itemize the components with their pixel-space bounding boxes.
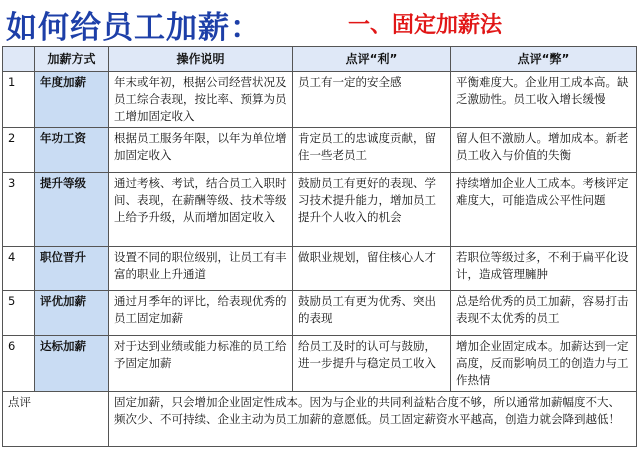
row-description: 年末或年初，根据公司经营状况及员工综合表现，按比率、预算为员工增加固定收入 bbox=[109, 72, 293, 128]
table-row bbox=[3, 128, 637, 173]
section-title: 一、固定加薪法 bbox=[348, 13, 503, 38]
row-pros: 鼓励员工有更好的表现、学习技术提升能力，增加员工提升个人收入的机会 bbox=[293, 173, 451, 247]
table-header-row bbox=[3, 47, 637, 72]
table-row bbox=[3, 336, 637, 392]
table-row bbox=[3, 247, 637, 291]
row-method: 年功工资 bbox=[35, 128, 109, 173]
row-cons: 平衡难度大。企业用工成本高。缺乏激励性。员工收入增长缓慢 bbox=[451, 72, 637, 128]
table-row bbox=[3, 173, 637, 247]
row-cons: 若职位等级过多，不利于扁平化设计，造成管理臃肿 bbox=[451, 247, 637, 291]
row-index: 2 bbox=[3, 128, 35, 173]
row-description: 对于达到业绩或能力标准的员工给予固定加薪 bbox=[109, 336, 293, 392]
summary-row bbox=[3, 392, 637, 447]
row-pros: 肯定员工的忠诚度贡献，留住一些老员工 bbox=[293, 128, 451, 173]
row-cons: 总是给优秀的员工加薪，容易打击表现不太优秀的员工 bbox=[451, 291, 637, 336]
row-cons: 持续增加企业人工成本。考核评定难度大，可能造成公平性问题 bbox=[451, 173, 637, 247]
row-description: 通过考核、考试，结合员工入职时间、表现，在薪酬等级、技术等级上给予升级，从而增加固定收入 bbox=[109, 173, 293, 247]
header-cons: 点评“弊” bbox=[451, 47, 637, 72]
row-pros: 员工有一定的安全感 bbox=[293, 72, 451, 128]
row-pros: 做职业规划，留住核心人才 bbox=[293, 247, 451, 291]
page-title: 如何给员工加薪： bbox=[6, 10, 262, 46]
row-index: 6 bbox=[3, 336, 35, 392]
row-method: 年度加薪 bbox=[35, 72, 109, 128]
row-index: 5 bbox=[3, 291, 35, 336]
row-index: 3 bbox=[3, 173, 35, 247]
header-description: 操作说明 bbox=[109, 47, 293, 72]
row-index: 1 bbox=[3, 72, 35, 128]
table-row bbox=[3, 72, 637, 128]
header-method: 加薪方式 bbox=[35, 47, 109, 72]
summary-text: 固定加薪，只会增加企业固定性成本。因为与企业的共同利益粘合度不够，所以通常加薪幅度不大、频次少、不可持续、企业主动为员工加薪的意愿低。员工固定薪资水平越高，创造力就会降到越低！ bbox=[109, 392, 637, 447]
row-pros: 给员工及时的认可与鼓励，进一步提升与稳定员工收入 bbox=[293, 336, 451, 392]
row-pros: 鼓励员工有更为优秀、突出的表现 bbox=[293, 291, 451, 336]
header-pros: 点评“利” bbox=[293, 47, 451, 72]
row-description: 设置不同的职位级别，让员工有丰富的职业上升通道 bbox=[109, 247, 293, 291]
row-method: 职位晋升 bbox=[35, 247, 109, 291]
row-description: 根据员工服务年限，以年为单位增加固定收入 bbox=[109, 128, 293, 173]
header-index bbox=[3, 47, 35, 72]
row-index: 4 bbox=[3, 247, 35, 291]
summary-label: 点评 bbox=[3, 392, 109, 447]
salary-table bbox=[2, 46, 637, 447]
row-cons: 增加企业固定成本。加薪达到一定高度，反而影响员工的创造力与工作热情 bbox=[451, 336, 637, 392]
row-description: 通过月季年的评比，给表现优秀的员工固定加薪 bbox=[109, 291, 293, 336]
row-cons: 留人但不激励人。增加成本。新老员工收入与价值的失衡 bbox=[451, 128, 637, 173]
row-method: 提升等级 bbox=[35, 173, 109, 247]
row-method: 达标加薪 bbox=[35, 336, 109, 392]
row-method: 评优加薪 bbox=[35, 291, 109, 336]
table-row bbox=[3, 291, 637, 336]
